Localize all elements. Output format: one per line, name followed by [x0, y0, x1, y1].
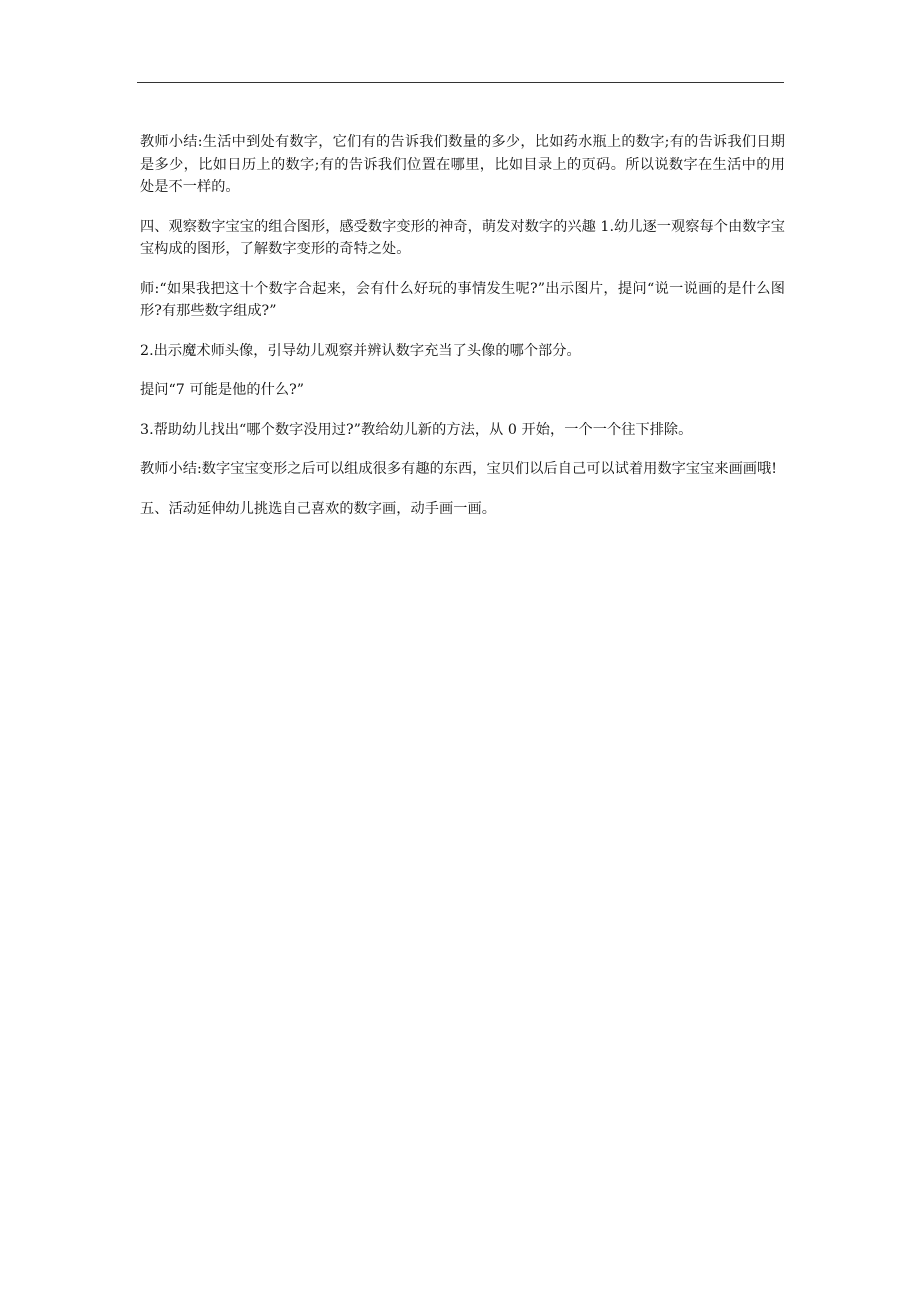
paragraph-question-7: 提问“7 可能是他的什么?” — [140, 382, 305, 398]
document-body — [140, 131, 785, 537]
paragraph-step-3: 3.帮助幼儿找出“哪个数字没用过?”教给幼儿新的方法，从 0 开始，一个一个往下排除。 — [140, 421, 693, 438]
paragraph-step-2: 2.出示魔术师头像，引导幼儿观察并辨认数字充当了头像的哪个部分。 — [140, 342, 581, 359]
paragraph-teacher-question: 师:“如果我把这十个数字合起来，会有什么好玩的事情发生呢?”出示图片，提问“说一说画的是什么图形?有那些数字组成?” — [140, 280, 785, 319]
paragraph-teacher-summary-2: 教师小结:数字宝宝变形之后可以组成很多有趣的东西，宝贝们以后自己可以试着用数字宝宝来画画哦! — [140, 461, 778, 477]
header-rule — [137, 82, 784, 83]
paragraph-section-five: 五、活动延伸幼儿挑选自己喜欢的数字画，动手画一画。 — [140, 500, 496, 517]
paragraph-teacher-summary-1: 教师小结:生活中到处有数字，它们有的告诉我们数量的多少，比如药水瓶上的数字;有的告诉我们日期是多少，比如日历上的数字;有的告诉我们位置在哪里，比如目录上的页码。所以说数字在生活中的用处是不一样的。 — [140, 134, 785, 195]
paragraph-section-four: 四、观察数字宝宝的组合图形，感受数字变形的神奇，萌发对数字的兴趣 1.幼儿逐一观察每个由数字宝宝构成的图形，了解数字变形的奇特之处。 — [140, 218, 785, 257]
